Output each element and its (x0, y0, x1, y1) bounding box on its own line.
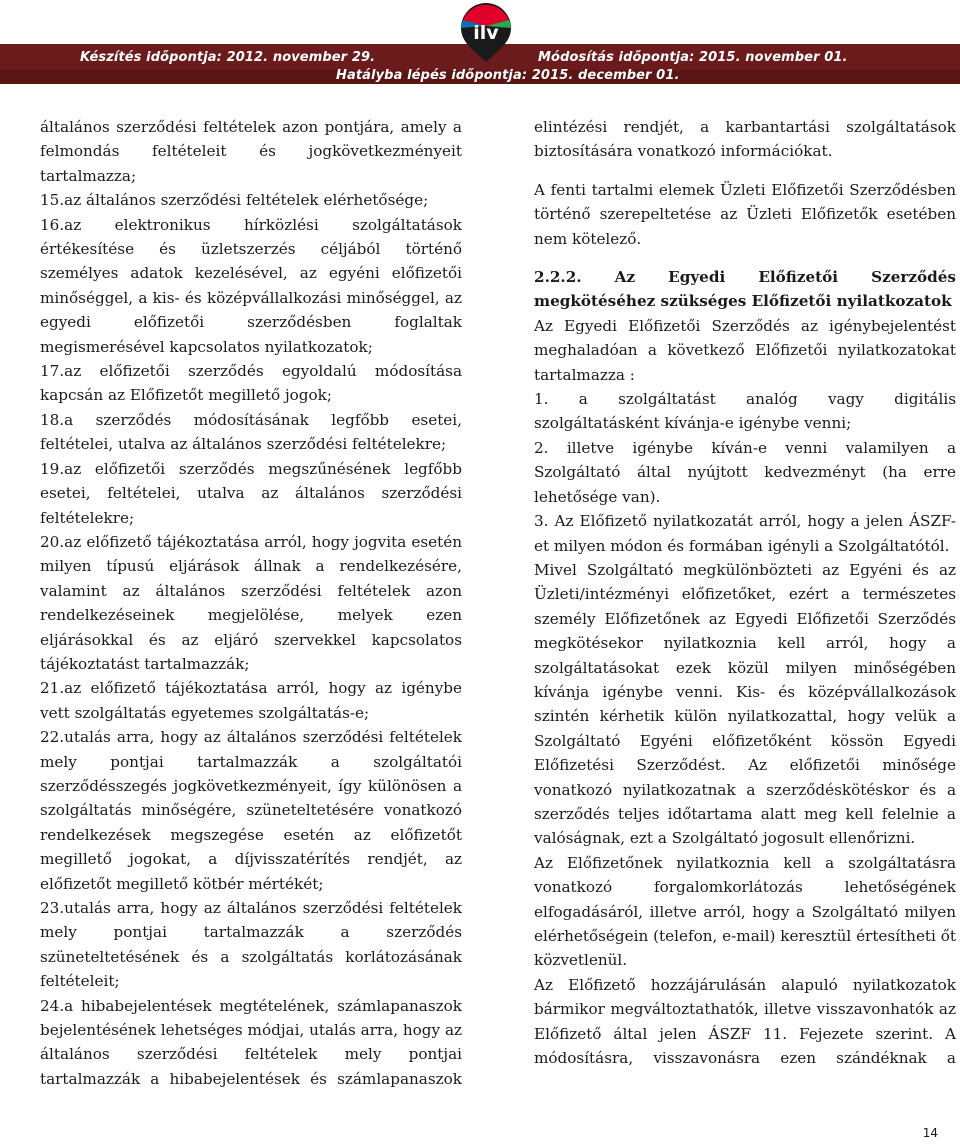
modified-date: Módosítás időpontja: 2015. november 01. (538, 50, 848, 65)
right-column (534, 115, 956, 1070)
paragraph: Mivel Szolgáltató megkülönbözteti az Egyéni és az Üzleti/intézményi előfizetőket, ezért a természetes személy Előfizetőnek az Egyedi Előfizetői Szerződés megkötésekor nyilatkoznia kell arról, hogy a szolgáltatásokat ezek közül milyen minőségében kívánja igénybe venni. Kis- és középvállalkozások szintén kérhetik külön nyilatkozattal, hogy velük a Szolgáltató Egyéni előfizetőként kössön Egyedi Előfizetési Szerződést. Az előfizetői minősége vonatkozó nyilatkozatnak a szerződéskötéskor és a szerződés teljes időtartama alatt meg kell felelnie a valóságnak, ezt a Szolgáltató jogosult ellenőrizni. (534, 560, 956, 848)
heading-word: Az (614, 268, 636, 287)
list-item: 23.utalás arra, hogy az általános szerződési feltételek mely pontjai tartalmazzák a szerződés szüneteltetésének és a szolgáltatás korlátozásának feltételeit; (40, 899, 462, 991)
paragraph: Az Egyedi Előfizetői Szerződés az igénybejelentést meghaladóan a következő Előfizetői nyilatkozatokat tartalmazza : (534, 316, 956, 384)
section-heading (534, 265, 956, 289)
document-header (0, 0, 960, 84)
paragraph: elintézési rendjét, a karbantartási szolgáltatások biztosítására vonatkozó információkat. (534, 118, 956, 161)
list-item: 24.a hibabejelentések megtételének, számlapanaszok bejelentésének lehetséges módjai, utalás arra, hogy az általános szerződési feltételek mely pontjai tartalmazzák a hibabejelentések és számlapanaszok (40, 996, 462, 1088)
paragraph: Az Előfizető hozzájárulásán alapuló nyilatkozatok bármikor megváltoztathatók, illetve visszavonhatók az Előfizető által jelen ÁSZF 11. Fejezete szerint. A módosításra, visszavonásra ezen szándéknak a (534, 975, 956, 1068)
heading-word: Egyedi (668, 268, 726, 287)
list-item: 2. illetve igénybe kíván-e venni valamilyen a Szolgáltató által nyújtott kedvezményt (ha erre lehetősége van). (534, 438, 956, 506)
svg-text:ilv: ilv (473, 22, 499, 44)
list-item: 16.az elektronikus hírközlési szolgáltatások értékesítése és üzletszerzés céljából történő személyes adatok kezelésével, az egyéni előfizetői minőséggel, a kis- és középvállalkozási minőséggel, az egyedi előfizetői szerződésben foglaltak megismerésével kapcsolatos nyilatkozatok; (40, 215, 462, 356)
created-date: Készítés időpontja: 2012. november 29. (80, 50, 376, 65)
list-item: 15.az általános szerződési feltételek elérhetősége; (40, 191, 429, 210)
section-heading-line2: megkötéséhez szükséges Előfizetői nyilatkozatok (534, 292, 952, 311)
paragraph: A fenti tartalmi elemek Üzleti Előfizetői Szerződésben történő szerepeltetése az Üzleti Előfizetők esetében nem kötelező. (534, 180, 956, 248)
list-item: 3. Az Előfizető nyilatkozatát arról, hogy a jelen ÁSZF-et milyen módon és formában igényli a Szolgáltatótól. (534, 512, 956, 555)
heading-word: Szerződés (871, 268, 956, 287)
list-item: 22.utalás arra, hogy az általános szerződési feltételek mely pontjai tartalmazzák a szolgáltatói szerződésszegés jogkövetkezményeit, így különösen a szolgáltatás minőségére, szüneteltetésére vonatkozó rendelkezések megszegése esetén az előfizetőt megillető jogokat, a díjvisszatérítés rendjét, az előfizetőt megillető kötbér mértékét; (40, 728, 462, 893)
list-item: 21.az előfizető tájékoztatása arról, hogy az igénybe vett szolgáltatás egyetemes szolgáltatás-e; (40, 679, 462, 722)
left-column (40, 115, 462, 1091)
list-item: 17.az előfizetői szerződés egyoldalú módosítása kapcsán az Előfizetőt megillető jogok; (40, 362, 462, 405)
list-item: 19.az előfizetői szerződés megszűnésének legfőbb esetei, feltételei, utalva az általános szerződési feltételekre; (40, 459, 462, 527)
effective-date: Hatályba lépés időpontja: 2015. december 01. (336, 68, 680, 83)
page-number: 14 (922, 1126, 938, 1140)
paragraph: általános szerződési feltételek azon pontjára, amely a felmondás feltételeit és jogkövetkezményeit tartalmazza; (40, 118, 462, 185)
list-item: 1. a szolgáltatást analóg vagy digitális szolgáltatásként kívánja-e igénybe venni; (534, 390, 956, 433)
heading-number: 2.2.2. (534, 268, 582, 287)
heading-word: Előfizetői (758, 268, 839, 287)
list-item: 20.az előfizető tájékoztatása arról, hogy jogvita esetén milyen típusú eljárások állnak a rendelkezésére, valamint az általános szerződési feltételek azon rendelkezéseinek megjelölése, melyek ezen eljárásokkal és az eljáró szervekkel kapcsolatos tájékoztatást tartalmazzák; (40, 532, 462, 673)
ilv-logo (455, 2, 517, 64)
paragraph: Az Előfizetőnek nyilatkoznia kell a szolgáltatásra vonatkozó forgalomkorlátozás lehetőségének elfogadásáról, illetve arról, hogy a Szolgáltató milyen elérhetőségein (telefon, e-mail) keresztül értesítheti őt közvetlenül. (534, 853, 956, 970)
list-item: 18.a szerződés módosításának legfőbb esetei, feltételei, utalva az általános szerződési feltételekre; (40, 410, 462, 454)
